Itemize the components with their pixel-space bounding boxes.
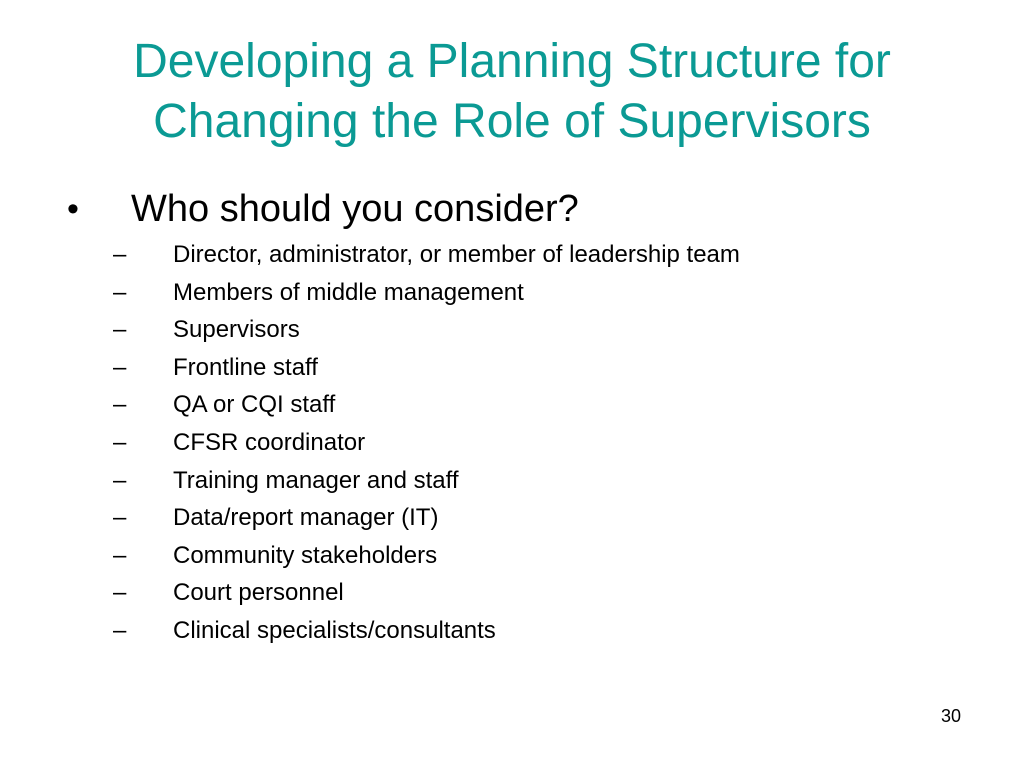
sub-bullet-item — [113, 537, 740, 575]
sub-bullet-item — [113, 274, 740, 312]
dash-icon: – — [113, 579, 127, 607]
dash-icon: – — [113, 466, 127, 494]
dash-icon: – — [113, 428, 127, 456]
sub-bullet-item — [113, 236, 740, 274]
page-number: 30 — [940, 706, 961, 726]
sub-bullet-text: Frontline staff — [173, 353, 318, 381]
dash-icon: – — [113, 278, 127, 306]
slide-title-line-2: Changing the Role of Supervisors — [153, 95, 871, 148]
dash-icon: – — [113, 391, 127, 419]
dash-icon: – — [113, 504, 127, 532]
dash-icon: – — [113, 241, 127, 268]
sub-bullet-text: Training manager and staff — [173, 466, 459, 494]
sub-bullet-item — [113, 424, 740, 462]
dash-icon: – — [113, 541, 127, 569]
sub-bullet-text: CFSR coordinator — [173, 428, 366, 456]
sub-bullet-item — [113, 499, 740, 537]
sub-bullet-item — [113, 462, 740, 500]
sub-bullet-item — [113, 574, 740, 612]
dash-icon: – — [113, 616, 127, 644]
dash-icon: – — [113, 353, 127, 381]
sub-bullet-list — [113, 236, 740, 650]
slide-title — [20, 32, 1004, 152]
slide-title-line-1: Developing a Planning Structure for — [133, 35, 891, 88]
main-bullet — [67, 184, 579, 234]
sub-bullet-item — [113, 311, 740, 349]
sub-bullet-item — [113, 349, 740, 387]
main-bullet-text: Who should you consider? — [131, 188, 579, 230]
sub-bullet-text: Court personnel — [173, 579, 344, 607]
sub-bullet-text: Director, administrator, or member of leadership team — [173, 241, 740, 268]
sub-bullet-text: Supervisors — [173, 316, 300, 344]
dash-icon: – — [113, 316, 127, 344]
sub-bullet-text: Community stakeholders — [173, 541, 438, 569]
sub-bullet-text: Clinical specialists/consultants — [173, 616, 496, 644]
sub-bullet-text: Data/report manager (IT) — [173, 504, 439, 532]
sub-bullet-text: Members of middle management — [173, 278, 524, 306]
sub-bullet-text: QA or CQI staff — [173, 391, 336, 419]
bullet-icon: • — [67, 190, 79, 228]
sub-bullet-item — [113, 612, 740, 650]
sub-bullet-item — [113, 386, 740, 424]
